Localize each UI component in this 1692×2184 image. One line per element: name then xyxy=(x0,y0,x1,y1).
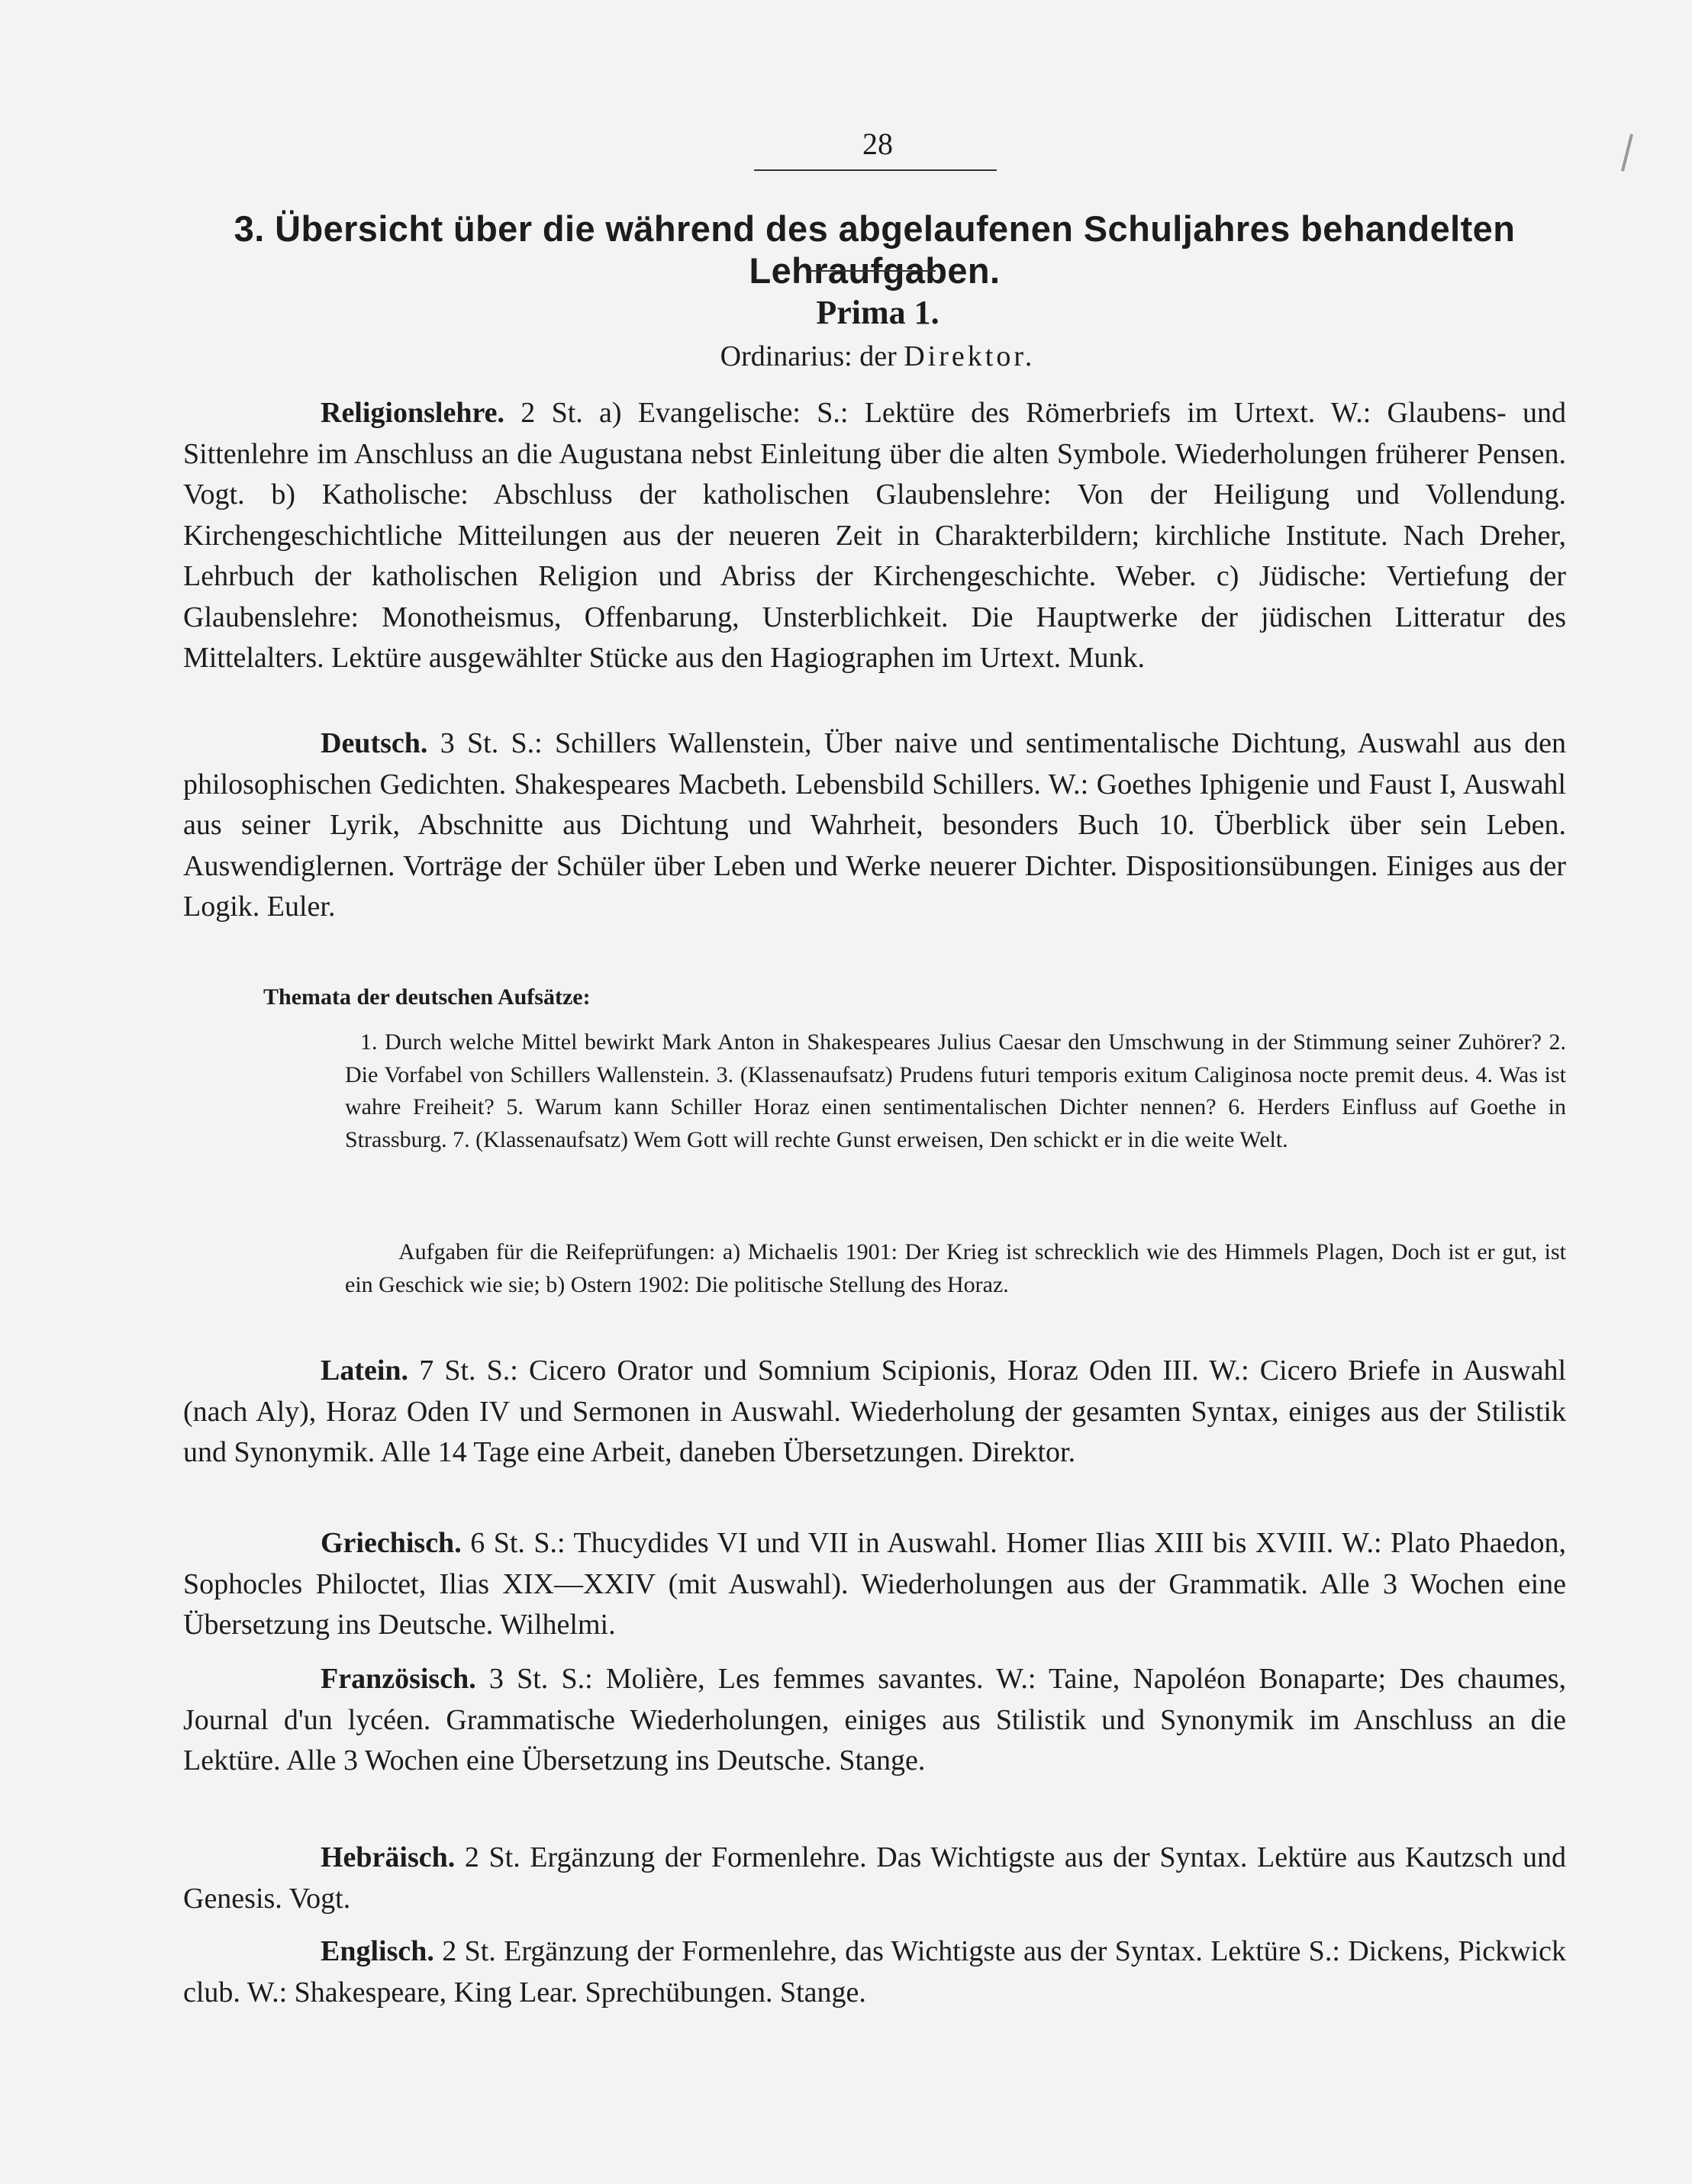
section-heading: 3. Übersicht über die während des abgelaufenen Schuljahres behandelten Lehraufgaben. xyxy=(234,208,1516,291)
ordinarius-line xyxy=(0,340,1692,373)
subject-text: 2 St. Ergänzung der Formenlehre, das Wichtigste aus der Syntax. Lektüre S.: Dickens, Pickwick club. W.: Shakespeare, King Lear. Sprechübungen. Stange. xyxy=(183,1935,1566,2008)
paragraph-hebraeisch xyxy=(183,1838,1566,1919)
paragraph-latein xyxy=(183,1351,1566,1474)
subject-title: Deutsch. xyxy=(321,727,428,759)
ordinarius-label: Ordinarius: der xyxy=(720,340,904,372)
subject-text: 2 St. a) Evangelische: S.: Lektüre des Römerbriefs im Urtext. W.: Glaubens- und Sittenlehre im Anschluss an die Augustana nebst Einleitung über die alten Symbole. Wiederholungen früherer Pensen. Vogt. b) Katholische: Abschluss der katholischen Glaubenslehre: Von der Heiligung und Vollendung. Kirchengeschichtliche Mitteilungen aus der neueren Zeit in Charakterbildern; kirchliche Institute. Nach Dreher, Lehrbuch der katholischen Religion und Abriss der Kirchengeschichte. Weber. c) Jüdische: Vertiefung der Glaubenslehre: Monotheismus, Offenbarung, Unsterblichkeit. Die Hauptwerke der jüdischen Litteratur des Mittelalters. Lektüre ausgewählter Stücke aus den Hagiographen im Urtext. Munk. xyxy=(183,397,1566,674)
divider-mid xyxy=(809,270,936,272)
class-title: Prima 1. xyxy=(816,294,939,331)
subject-title: Hebräisch. xyxy=(321,1841,456,1873)
paragraph-englisch xyxy=(183,1931,1566,2013)
themata-heading: Themata der deutschen Aufsätze: xyxy=(263,984,591,1010)
ordinarius-name: Direktor. xyxy=(904,340,1036,372)
divider-top xyxy=(754,169,997,171)
subject-title: Latein. xyxy=(321,1355,409,1387)
subject-title: Französisch. xyxy=(321,1663,476,1695)
paragraph-deutsch xyxy=(183,723,1566,928)
subject-title: Griechisch. xyxy=(321,1527,462,1559)
subject-title: Englisch. xyxy=(321,1935,434,1967)
themata-list: 1. Durch welche Mittel bewirkt Mark Anton in Shakespeares Julius Caesar den Umschwung in der Stimmung seiner Zuhörer? 2. Die Vorfabel von Schillers Wallenstein. 3. (Klassenaufsatz) Prudens futuri temporis exitum Caliginosa nocte premit deus. 4. Was ist wahre Freiheit? 5. Warum kann Schiller Horaz einen sentimentalischen Dichter nennen? 6. Herders Einfluss auf Goethe in Strassburg. 7. (Klassenaufsatz) Wem Gott will rechte Gunst erweisen, Den schickt er in die weite Welt. xyxy=(345,1029,1566,1152)
reifepruefung-note: Aufgaben für die Reifeprüfungen: a) Michaelis 1901: Der Krieg ist schrecklich wie des Himmels Plagen, Doch ist er gut, ist ein Geschick wie sie; b) Ostern 1902: Die politische Stellung des Horaz. xyxy=(345,1239,1566,1297)
subject-text: 3 St. S.: Molière, Les femmes savantes. W.: Taine, Napoléon Bonaparte; Des chaumes, Journal d'un lycéen. Grammatische Wiederholungen, einiges aus Stilistik und Synonymik im Anschluss an die Lektüre. Alle 3 Wochen eine Übersetzung ins Deutsche. Stange. xyxy=(183,1663,1567,1777)
subject-text: 3 St. S.: Schillers Wallenstein, Über naive und sentimentalische Dichtung, Auswahl aus den philosophischen Gedichten. Shakespeares Macbeth. Lebensbild Schillers. W.: Goethes Iphigenie und Faust I, Auswahl aus seiner Lyrik, Abschnitte aus Dichtung und Wahrheit, besonders Buch 10. Überblick über sein Leben. Auswendiglernen. Vorträge der Schüler über Leben und Werke neuerer Dichter. Dispositionsübungen. Einiges aus der Logik. Euler. xyxy=(183,727,1566,923)
subject-text: 6 St. S.: Thucydides VI und VII in Auswahl. Homer Ilias XIII bis XVIII. W.: Plato Phaedon, Sophocles Philoctet, Ilias XIX—XXIV (mit Auswahl). Wiederholungen aus der Grammatik. Alle 3 Wochen eine Übersetzung ins Deutsche. Wilhelmi. xyxy=(183,1527,1566,1641)
subject-text: 2 St. Ergänzung der Formenlehre. Das Wichtigste aus der Syntax. Lektüre aus Kautzsch und Genesis. Vogt. xyxy=(183,1841,1566,1915)
paragraph-griechisch xyxy=(183,1523,1566,1646)
subject-text: 7 St. S.: Cicero Orator und Somnium Scipionis, Horaz Oden III. W.: Cicero Briefe in Auswahl (nach Aly), Horaz Oden IV und Sermonen in Auswahl. Wiederholung der gesamten Syntax, einiges aus der Stilistik und Synonymik. Alle 14 Tage eine Arbeit, daneben Übersetzungen. Direktor. xyxy=(183,1355,1566,1468)
paragraph-religion xyxy=(183,393,1566,679)
paragraph-franzoesisch xyxy=(183,1659,1566,1782)
page-number: 28 xyxy=(862,127,893,161)
subject-title: Religionslehre. xyxy=(321,397,505,429)
